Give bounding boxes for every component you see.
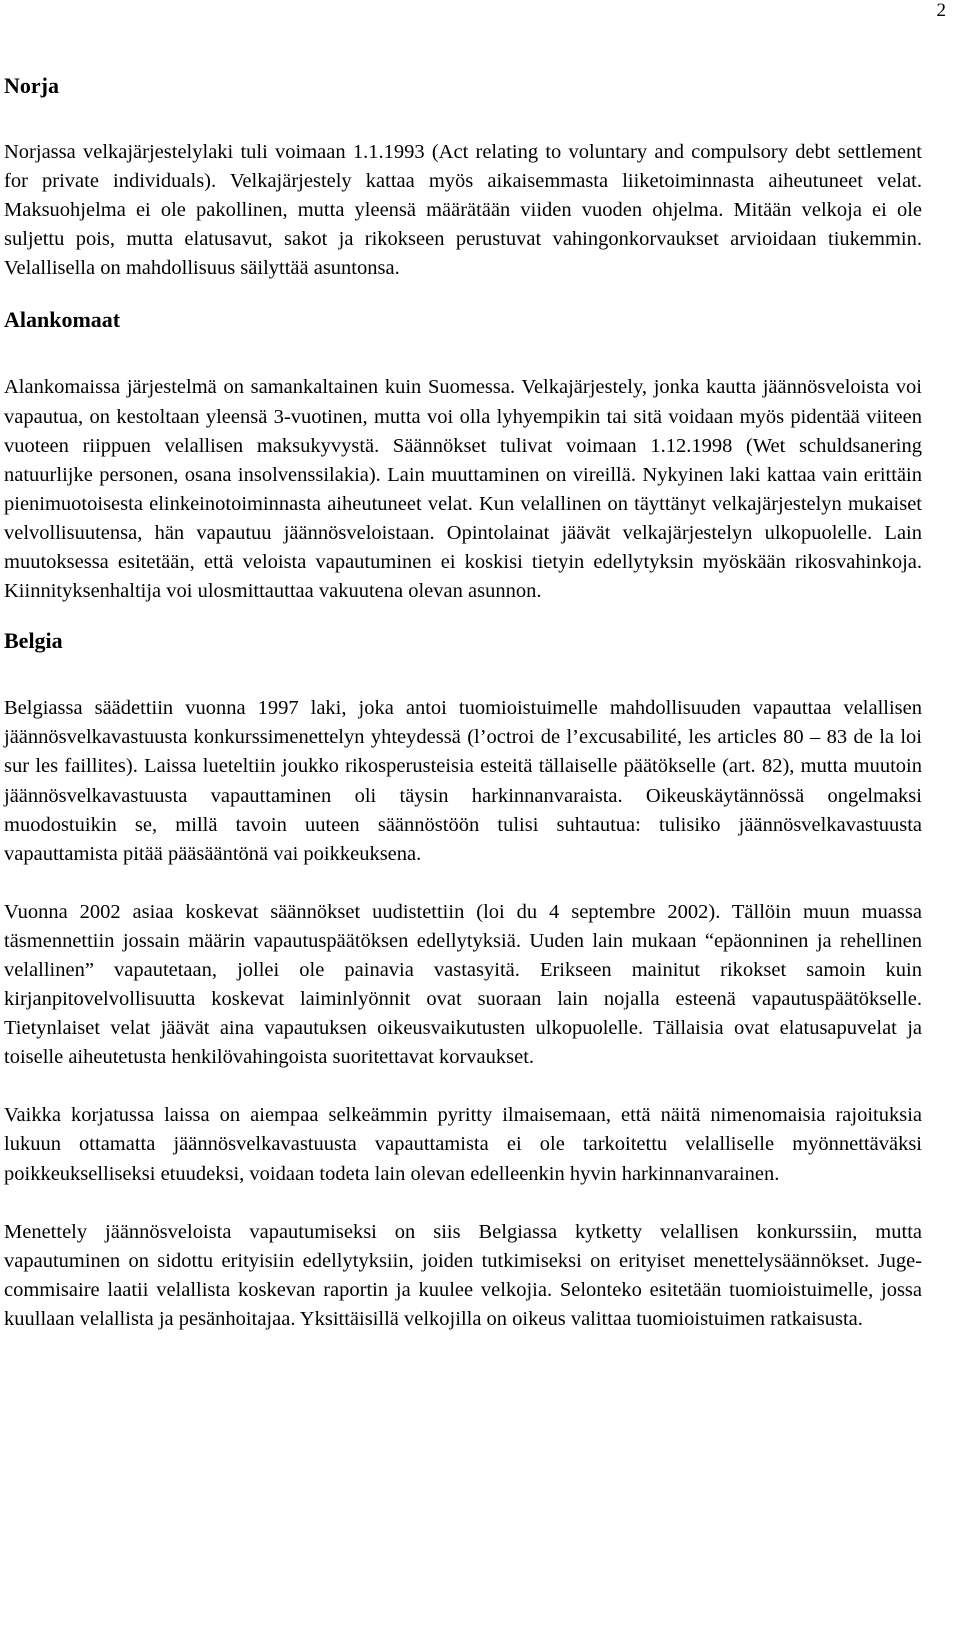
section-heading-alankomaat: Alankomaat xyxy=(4,307,121,333)
paragraph-belgia-3: Vaikka korjatussa laissa on aiempaa selkeämmin pyritty ilmaisemaan, että näitä nimenomaisia rajoituksia lukuun ottamatta jäännösvelkavastuusta vapauttamista ei ole tarkoitettu velalliselle myönnettäväksi poikkeukselliseksi etuudeksi, voidaan todeta lain olevan edelleenkin hyvin harkinnanvarainen. xyxy=(4,1104,922,1185)
paragraph-belgia-2: Vuonna 2002 asiaa koskevat säännökset uudistettiin (loi du 4 septembre 2002). Tällöin muun muassa täsmennettiin jossain määrin vapautuspäätöksen edellytyksiä. Uuden lain mukaan “epäonninen ja rehellinen velallinen” vapautetaan, jollei ole painavia vastasyitä. Erikseen mainitut rikokset samoin kuin kirjanpitovelvollisuutta koskevat laiminlyönnit ovat suoraan lain nojalla esteenä vapautuspäätökselle. Tietynlaiset velat jäävät aina vapautuksen oikeusvaikutusten ulkopuolelle. Tällaisia ovat elatusapuvelat ja toiselle aiheutetusta henkilövahingoista suoritettavat korvaukset. xyxy=(4,900,922,1069)
page-number: 2 xyxy=(936,0,946,21)
paragraph-belgia-1: Belgiassa säädettiin vuonna 1997 laki, joka antoi tuomioistuimelle mahdollisuuden vapauttaa velallisen jäännösvelkavastuusta konkurssimenettelyn yhteydessä (l’octroi de l’excusabilité, les articles 80 – 83 de la loi sur les faillites). Laissa lueteltiin joukko rikosperusteisia esteitä tällaiselle päätökselle (art. 82), mutta muutoin jäännösvelkavastuusta vapauttaminen oli täysin harkinnanvaraista. Oikeuskäytännössä ongelmaksi muodostuikin se, millä tavoin uuteen säännöstöön tulisi suhtautua: tulisiko jäännösvelkavastuusta vapauttamista pitää pääsääntönä vai poikkeuksena. xyxy=(4,697,922,865)
section-heading-belgia: Belgia xyxy=(4,628,63,654)
section-heading-norja: Norja xyxy=(4,73,59,98)
document-body xyxy=(4,65,922,1334)
paragraph-norja: Norjassa velkajärjestelylaki tuli voimaan 1.1.1993 (Act relating to voluntary and compulsory debt settlement for private individuals). Velkajärjestely kattaa myös aikaisemmasta liiketoiminnasta aiheutuneet velat. Maksuohjelma ei ole pakollinen, mutta yleensä määrätään viiden vuoden ohjelma. Mitään velkoja ei ole suljettu pois, mutta elatusavut, sakot ja rikokseen perustuvat vahingonkorvaukset arvioidaan tiukemmin. Velallisella on mahdollisuus säilyttää asuntonsa. xyxy=(4,141,922,280)
paragraph-belgia-4: Menettely jäännösveloista vapautumiseksi on siis Belgiassa kytketty velallisen konkurssiin, mutta vapautuminen on sidottu erityisiin edellytyksiin, joiden tutkimiseksi on erityiset menettelysäännökset. Juge-commisaire laatii velallista koskevan raportin ja kuulee velkojia. Selonteko esitetään tuomioistuimelle, jossa kuullaan velallista ja pesänhoitajaa. Yksittäisillä velkojilla on oikeus valittaa tuomioistuimen ratkaisusta. xyxy=(4,1220,922,1330)
paragraph-alankomaat: Alankomaissa järjestelmä on samankaltainen kuin Suomessa. Velkajärjestely, jonka kautta jäännösveloista voi vapautua, on kestoltaan yleensä 3-vuotinen, mutta voi olla lyhyempikin tai sitä voidaan myös pidentää viiteen vuoteen riippuen velallisen maksukyvystä. Säännökset tulivat voimaan 1.12.1998 (Wet schuldsanering natuurlijke personen, osana insolvenssilakia). Lain muuttaminen on vireillä. Nykyinen laki kattaa vain erittäin pienimuotoisesta elinkeinotoiminnasta aiheutuneet velat. Kun velallinen on täyttänyt velkajärjestelyn mukaiset velvollisuutensa, hän vapautuu jäännösveloistaan. Opintolainat jäävät velkajärjestelyn ulkopuolelle. Lain muutoksessa esitetään, että veloista vapautuminen ei koskisi tietyin edellytyksin myöskään rikosvahinkoja. Kiinnityksenhaltija voi ulosmittauttaa vakuutena olevan asunnon. xyxy=(4,376,922,603)
